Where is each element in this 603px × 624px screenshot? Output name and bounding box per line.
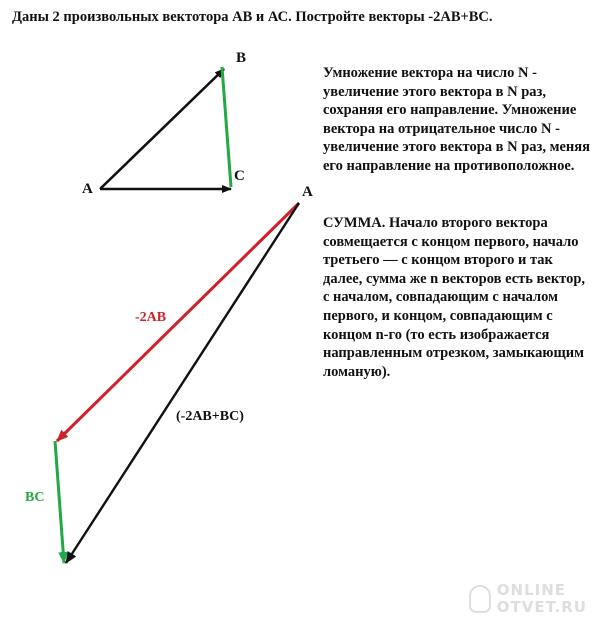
site-watermark <box>469 582 587 616</box>
vector-sum-arrow <box>66 203 299 563</box>
point-c-label: C <box>234 168 245 184</box>
vector-sum-label: (-2AB+BC) <box>176 409 244 424</box>
vector-bc-top-arrow <box>222 67 231 187</box>
vector-neg2ab-arrow <box>57 203 299 441</box>
point-a-label: A <box>82 181 93 197</box>
vector-bc-label: BC <box>25 490 45 505</box>
sum-explanation: СУММА. Начало второго вектора совмещается с концом первого, начало третьего — с концом второго и так далее, сумма же n векторов есть вектор, с началом, совпадающим с началом первого, и концом, совпадающим с концом n-го (то есть изображается направленным отрезком, замыкающим ломаную). <box>323 215 586 380</box>
vector-ab-arrow <box>100 69 224 189</box>
vector-neg2ab-label: -2AB <box>135 310 167 325</box>
watermark-line-1: ONLINE <box>496 581 567 599</box>
lightbulb-icon <box>469 585 491 613</box>
point-b-label: B <box>236 50 247 66</box>
multiplication-explanation: Умножение вектора на число N - увеличение этого вектора в N раз, сохраняя его направление. Умножение вектора на отрицательное число N - увеличение этого вектора в N раз, меняя его направление на противоположное. <box>323 65 590 174</box>
point-a-bottom-label: A <box>302 184 313 200</box>
vector-bc-arrow <box>55 441 64 563</box>
watermark-line-2: OTVET.RU <box>496 598 587 616</box>
problem-title: Даны 2 произвольных вектотора АВ и АС. Постройте векторы -2АВ+ВС. <box>12 9 493 25</box>
